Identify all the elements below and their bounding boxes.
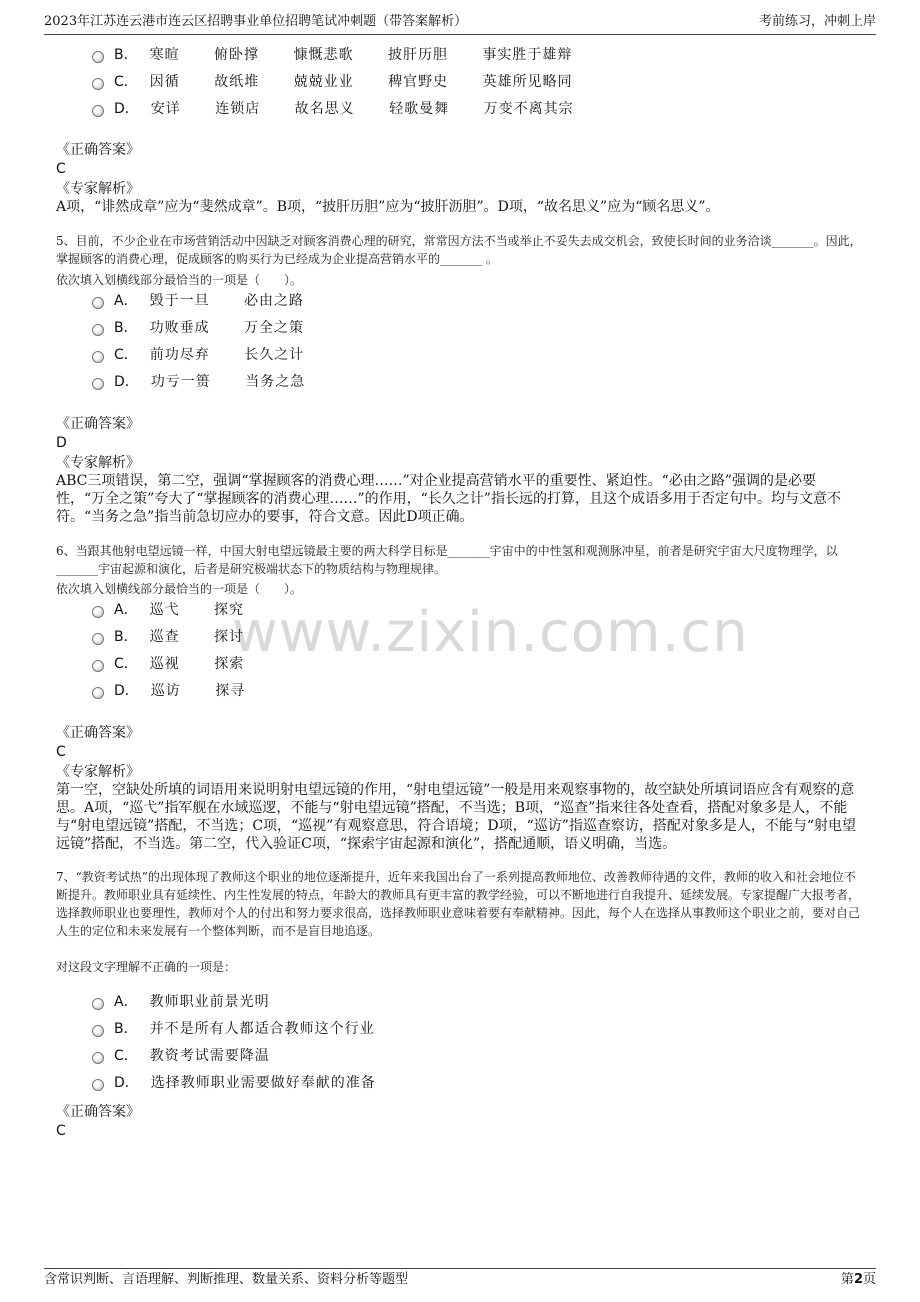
- radio-icon[interactable]: [92, 51, 104, 63]
- watermark: www.zixin.com.cn: [232, 600, 749, 665]
- radio-icon[interactable]: [92, 998, 104, 1010]
- q6-option-a[interactable]: A． 巡弋 探究: [92, 599, 244, 621]
- q5-explanation: ABC三项错误，第二空，强调“掌握顾客的消费心理……”对企业提高营销水平的重要性、紧迫性。“必由之路”强调的是必要性，“万全之策”夸大了“掌握顾客的消费心理……”的作用，“长久之计”指长远的打算，且这个成语多用于否定句中。均与文意不符。“当务之急”指当前急切应办的要事，符合文意。因此D项正确。: [56, 473, 841, 525]
- q6-option-c[interactable]: C． 巡视 探索: [92, 653, 244, 675]
- radio-icon[interactable]: [92, 297, 104, 309]
- radio-icon[interactable]: [92, 324, 104, 336]
- radio-icon[interactable]: [92, 1052, 104, 1064]
- q6-explanation-label: 《专家解析》: [56, 764, 140, 780]
- q4-option-d[interactable]: D． 安详 连锁店 故名思义 轻歌曼舞 万变不离其宗: [92, 98, 574, 120]
- q7-option-d[interactable]: D． 选择教师职业需要做好奉献的准备: [92, 1072, 376, 1094]
- q6-prompt: 依次填入划横线部分最恰当的一项是（ ）。: [56, 582, 303, 596]
- document-title: 2023年江苏连云港市连云区招聘事业单位招聘笔试冲刺题（带答案解析）: [44, 14, 468, 29]
- q4-answer: C: [56, 161, 66, 177]
- q4-option-b[interactable]: B． 寒暄 俯卧撑 慷慨悲歌 披肝历胆 事实胜于雄辩: [92, 44, 572, 66]
- q4-explanation: A项，“诽然成章”应为“斐然成章”。B项，“披肝历胆”应为“披肝沥胆”。D项，“故名思义”应为“顾名思义”。: [56, 199, 720, 215]
- q5-answer-label: 《正确答案》: [56, 416, 140, 432]
- radio-icon[interactable]: [92, 351, 104, 363]
- footer-topics: 含常识判断、言语理解、判断推理、数量关系、资料分析等题型: [44, 1272, 409, 1287]
- q6-answer: C: [56, 744, 66, 760]
- q5-option-a[interactable]: A． 毁于一旦 必由之路: [92, 290, 304, 312]
- radio-icon[interactable]: [92, 660, 104, 672]
- radio-icon[interactable]: [92, 1079, 104, 1091]
- radio-icon[interactable]: [92, 633, 104, 645]
- q7-option-b[interactable]: B． 并不是所有人都适合教师这个行业: [92, 1018, 375, 1040]
- radio-icon[interactable]: [92, 606, 104, 618]
- radio-icon[interactable]: [92, 378, 104, 390]
- q7-prompt: 对这段文字理解不正确的一项是：: [56, 960, 237, 974]
- radio-icon[interactable]: [92, 1025, 104, 1037]
- q7-option-a[interactable]: A． 教师职业前景光明: [92, 991, 270, 1013]
- radio-icon[interactable]: [92, 78, 104, 90]
- q4-option-c[interactable]: C． 因循 故纸堆 兢兢业业 稗官野史 英雄所见略同: [92, 71, 573, 93]
- q5-option-d[interactable]: D． 功亏一篑 当务之急: [92, 371, 305, 393]
- header-slogan: 考前练习，冲刺上岸: [758, 14, 876, 29]
- q5-prompt: 依次填入划横线部分最恰当的一项是（ ）。: [56, 273, 303, 287]
- q7-answer-label: 《正确答案》: [56, 1104, 140, 1120]
- q7-stem: 7、“教资考试热”的出现体现了教师这个职业的地位逐渐提升，近年来我国出台了一系列提高教师地位、改善教师待遇的文件，教师的收入和社会地位不断提升。教师职业具有延续性、内生性发展的特点，年龄大的教师具有更丰富的教学经验，可以不断地进行自我提升、延续发展。专家提醒广大报考者，选择教师职业也要理性，教师对个人的付出和努力要求很高，选择教师职业意味着要有奉献精神。因此，每个人在选择从事教师这个职业之前，要对自己人生的定位和未来发展有一个整体判断，而不是盲目地追逐。: [56, 870, 861, 938]
- q5-option-c[interactable]: C． 前功尽弃 长久之计: [92, 344, 304, 366]
- radio-icon[interactable]: [92, 687, 104, 699]
- q7-answer: C: [56, 1123, 66, 1139]
- q5-explanation-label: 《专家解析》: [56, 455, 140, 471]
- q6-option-b[interactable]: B． 巡查 探讨: [92, 626, 244, 648]
- q6-option-d[interactable]: D． 巡访 探寻: [92, 680, 245, 702]
- radio-icon[interactable]: [92, 105, 104, 117]
- q6-stem: 6、当跟其他射电望远镜一样，中国大射电望远镜最主要的两大科学目标是_______宇宙中的中性氢和观测脉冲星，前者是研究宇宙大尺度物理学，以_______宇宙起源和演化，后者是研究极端状态下的物质结构与物理规律。: [56, 544, 838, 576]
- page-footer: [44, 1268, 876, 1291]
- page-number: 第2页: [840, 1272, 876, 1287]
- q5-stem: 5、目前，不少企业在市场营销活动中因缺乏对顾客消费心理的研究，常常因方法不当或举止不妥失去成交机会，致使长时间的业务洽谈_______。因此，掌握顾客的消费心理，促成顾客的购买行为已经成为企业提高营销水平的_______ 。: [56, 234, 862, 266]
- q7-option-c[interactable]: C． 教资考试需要降温: [92, 1045, 270, 1067]
- page-header: [44, 12, 876, 35]
- q6-answer-label: 《正确答案》: [56, 725, 140, 741]
- q6-explanation: 第一空，空缺处所填的词语用来说明射电望远镜的作用，“射电望远镜”一般是用来观察事物的，故空缺处所填词语应含有观察的意思。A项，“巡弋”指军舰在水域巡逻，不能与“射电望远镜”搭配，不当选；B项，“巡查”指来往各处查看，搭配对象多是人，不能与“射电望远镜”搭配，不当选；C项，“巡视”有观察意思，符合语境；D项，“巡访”指巡查察访，搭配对象多是人，不能与“射电望远镜”搭配，不当选。第二空，代入验证C项，“探索宇宙起源和演化”，搭配通顺，语义明确，当选。: [56, 782, 857, 852]
- q4-explanation-label: 《专家解析》: [56, 181, 140, 197]
- q5-option-b[interactable]: B． 功败垂成 万全之策: [92, 317, 304, 339]
- q4-answer-label: 《正确答案》: [56, 142, 140, 158]
- q5-answer: D: [56, 435, 67, 451]
